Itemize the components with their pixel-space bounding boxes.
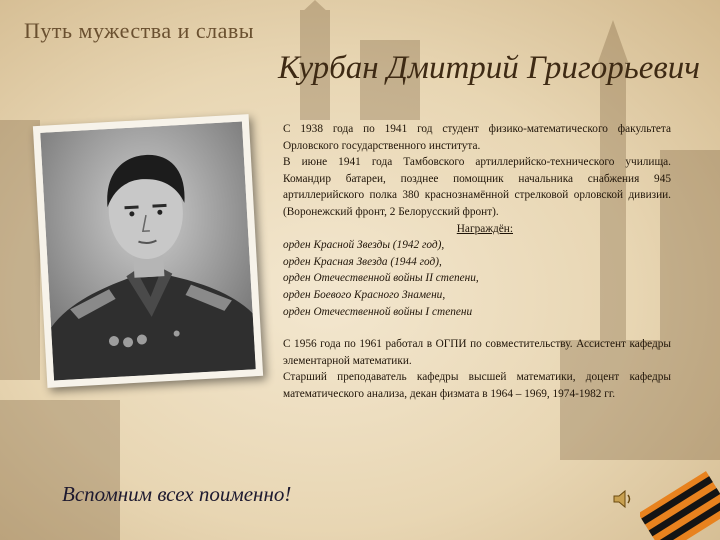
award-item: орден Отечественной войны II степени, — [283, 272, 479, 285]
award-item: орден Отечественной войны I степени — [283, 305, 473, 318]
award-item: орден Красная Звезда (1944 год), — [283, 255, 442, 268]
awards-heading: Награждён: — [456, 222, 513, 235]
paragraph-gap — [283, 320, 671, 336]
bio-teaching: С 1956 года по 1961 работал в ОГПИ по совместительству. Ассистент кафедры элементарной математики. — [283, 338, 671, 367]
slide-kicker: Путь мужества и славы — [24, 18, 255, 43]
photo-frame — [33, 114, 263, 388]
award-item: орден Боевого Красного Знамени, — [283, 288, 446, 301]
bio-service: В июне 1941 года Тамбовского артиллерийско-технического училища. Командир батареи, позднее помощник начальника снабжения 945 артиллерийского полка 380 краснознамённой стрелковой орловской дивизии. (Воронежский фронт, 2 Белорусский фронт). — [283, 156, 671, 218]
bio-education: С 1938 года по 1941 год студент физико-математического факультета Орловского государственного института. — [283, 123, 671, 152]
biography-text — [283, 121, 671, 403]
footer-slogan: Вспомним всех поименно! — [62, 482, 292, 506]
page-title: Курбан Дмитрий Григорьевич — [277, 50, 700, 86]
award-item: орден Красной Звезды (1942 год), — [283, 239, 445, 252]
bio-career: Старший преподаватель кафедры высшей математики, доцент кафедры математического анализа, декан физмата в 1964 – 1969, 1974-1982 гг. — [283, 371, 671, 400]
speaker-icon[interactable] — [612, 489, 634, 509]
portrait-photo — [40, 122, 256, 381]
st-george-ribbon — [640, 470, 720, 540]
